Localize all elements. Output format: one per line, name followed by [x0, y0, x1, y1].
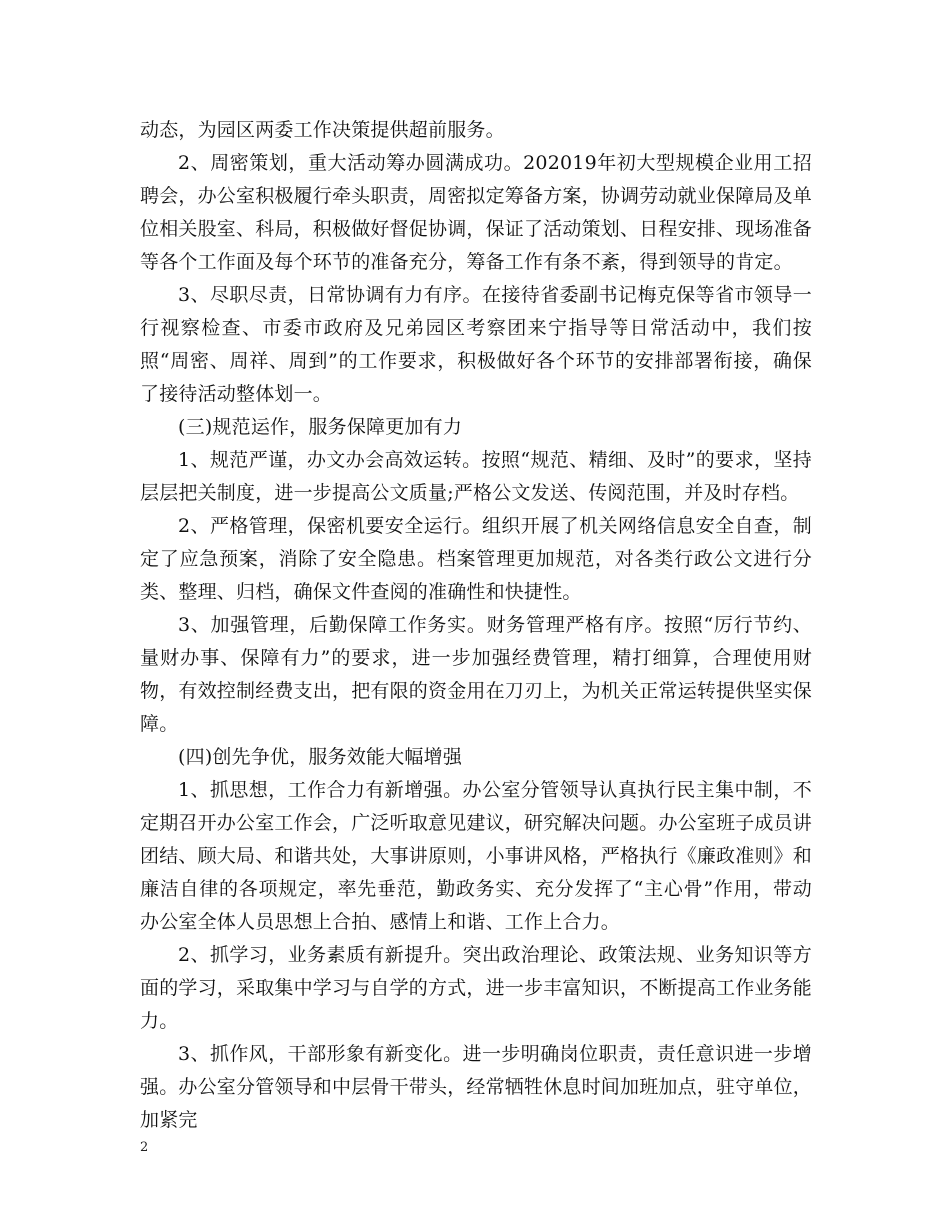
- page-number: 2: [140, 1140, 149, 1155]
- paragraph-item-2-security: 2、严格管理，保密机要安全运行。组织开展了机关网络信息安全自查，制定了应急预案，消除了安全隐患。档案管理更加规范，对各类行政公文进行分类、整理、归档，确保文件查阅的准确性和快捷性。: [140, 515, 812, 603]
- paragraph-item-2-learning: 2、抓学习，业务素质有新提升。突出政治理论、政策法规、业务知识等方面的学习，采取集中学习与自学的方式，进一步丰富知识，不断提高工作业务能力。: [140, 944, 813, 1032]
- paragraph-item-2-planning: 2、周密策划，重大活动筹办圆满成功。202019年初大型规模企业用工招聘会，办公室积极履行牵头职责，周密拟定筹备方案，协调劳动就业保障局及单位相关股室、科局，积极做好督促协调，保证了活动策划、日程安排、现场准备等各个工作面及每个环节的准备充分，筹备工作有条不紊，得到领导的肯定。: [140, 152, 813, 273]
- paragraph-item-3-logistics: 3、加强管理，后勤保障工作务实。财务管理严格有序。按照“厉行节约、量财办事、保障有力”的要求，进一步加强经费管理，精打细算，合理使用财物，有效控制经费支出，把有限的资金用在刀刃上，为机关正常运转提供坚实保障。: [140, 614, 813, 735]
- paragraph-item-1-thinking: 1、抓思想，工作合力有新增强。办公室分管领导认真执行民主集中制，不定期召开办公室工作会，广泛听取意见建议，研究解决问题。办公室班子成员讲团结、顾大局、和谐共处，大事讲原则，小事讲风格，严格执行《廉政准则》和廉洁自律的各项规定，率先垂范，勤政务实、充分发挥了“主心骨”作用，带动办公室全体人员思想上合拍、感情上和谐、工作上合力。: [140, 779, 813, 933]
- document-body: [140, 114, 812, 1137]
- section-heading-four: (四)创先争优，服务效能大幅增强: [178, 746, 463, 768]
- section-heading-three: (三)规范运作，服务保障更加有力: [178, 416, 463, 438]
- paragraph-item-3-coordination: 3、尽职尽责，日常协调有力有序。在接待省委副书记梅克保等省市领导一行视察检查、市委市政府及兄弟园区考察团来宁指导等日常活动中，我们按照“周密、周祥、周到”的工作要求，积极做好各个环节的安排部署衔接，确保了接待活动整体划一。: [140, 284, 812, 405]
- paragraph-continuation: 动态，为园区两委工作决策提供超前服务。: [140, 119, 505, 141]
- paragraph-item-1-standards: 1、规范严谨，办文办会高效运转。按照“规范、精细、及时”的要求，坚持层层把关制度，进一步提高公文质量;严格公文发送、传阅范围，并及时存档。: [140, 449, 812, 504]
- paragraph-item-3-style: 3、抓作风，干部形象有新变化。进一步明确岗位职责，责任意识进一步增强。办公室分管领导和中层骨干带头，经常牺牲休息时间加班加点，驻守单位，加紧完: [140, 1043, 813, 1131]
